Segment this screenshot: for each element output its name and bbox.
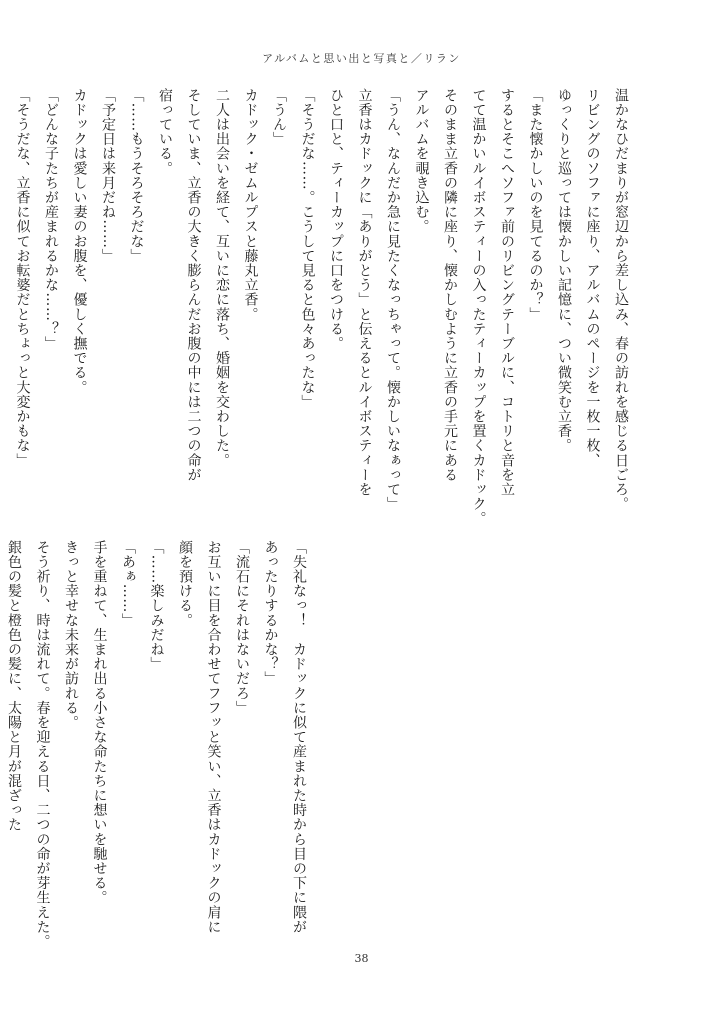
text-line: 二人は出会いを経て、互いに恋に落ち、婚姻を交わした。: [214, 88, 230, 468]
text-line: そう祈り、時は流れて。春を迎える日、二つの命が芽生えた。: [34, 540, 51, 949]
text-line: お互いに目を合わせてフフッと笑い、立香はカドックの肩に: [205, 540, 222, 935]
text-line: 「あぁ……」: [120, 540, 136, 628]
page-number: 38: [354, 952, 369, 965]
text-line: 「……楽しみだね」: [148, 540, 165, 672]
text-line: カドックは愛しい妻のお腹を、優しく撫でる。: [71, 88, 88, 395]
text-line: きっと幸せな未来が訪れる。: [63, 540, 79, 730]
text-line: 温かなひだまりが窓辺から差し込み、春の訪れを感じる日ごろ。: [613, 88, 629, 512]
text-line: アルバムを覗き込む。: [413, 88, 430, 234]
text-line: 銀色の髪と橙色の髪に、太陽と月が混ざった: [6, 540, 22, 832]
text-line: 「流石にそれはないだろ」: [234, 540, 250, 716]
text-block-upper: [8, 88, 635, 526]
text-line: てて温かいルイボスティーの入ったティーカップを置くカドック。: [470, 88, 487, 526]
text-block-lower: [0, 540, 313, 949]
text-line: 「そうだな……。こうして見ると色々あったな」: [299, 88, 316, 410]
text-line: 「失礼なっ！ カドックに似て産まれた時から目の下に隈が: [291, 540, 307, 935]
text-line: 「そうだな、立香に似てお転婆だとちょっと大変かもな」: [14, 88, 31, 468]
text-line: そのまま立香の隣に座り、懐かしむように立香の手元にある: [442, 88, 458, 483]
text-line: 「予定日は来月だね……」: [100, 88, 116, 264]
text-line: あったりするかな？」: [262, 540, 279, 686]
text-line: ひと口と、ティーカップに口をつける。: [328, 88, 344, 351]
text-line: そしていま、立香の大きく膨らんだお腹の中には二つの命が: [185, 88, 202, 483]
running-header: アルバムと思い出と写真と／リラン: [262, 52, 461, 65]
text-line: カドック・ゼムルプスと藤丸立香。: [242, 88, 259, 322]
text-line: 立香はカドックに「ありがとう」と伝えるとルイボスティーを: [356, 88, 373, 497]
text-line: リビングのソファに座り、アルバムのページを一枚一枚、: [584, 88, 601, 468]
text-line: 「……もうそろそろだな」: [128, 88, 145, 264]
text-line: 「うん、なんだか急に見たくなっちゃって。懐かしいなぁって」: [385, 88, 401, 512]
text-line: 「また懐かしいのを見てるのか？」: [527, 88, 544, 322]
text-line: 「うん」: [271, 88, 287, 147]
text-line: ゆっくりと巡っては懐かしい記憶に、つい微笑む立香。: [556, 88, 572, 453]
text-line: 手を重ねて、生まれ出る小さな命たちに想いを馳せる。: [91, 540, 108, 905]
text-line: 宿っている。: [157, 88, 173, 176]
text-line: 顔を預ける。: [177, 540, 193, 628]
text-line: 「どんな子たちが産まれるかな……？」: [43, 88, 59, 351]
text-line: するとそこへソファ前のリビングテーブルに、コトリと音を立: [499, 88, 515, 497]
